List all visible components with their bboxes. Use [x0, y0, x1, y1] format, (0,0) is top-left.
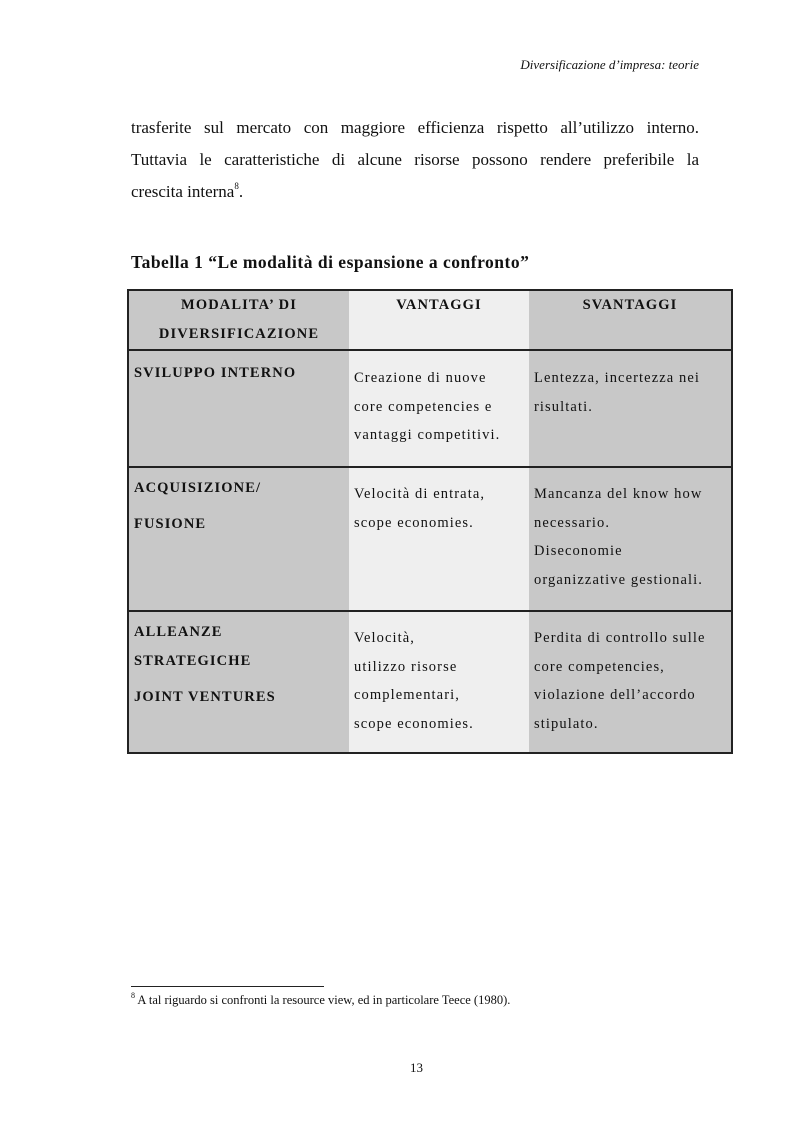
- vantaggi-cell: Creazione di nuove core competencies e vantaggi competitivi.: [349, 350, 529, 467]
- vantaggi-cell: Velocità, utilizzo risorse complementari, scope economies.: [349, 611, 529, 753]
- header-modalita: MODALITA’ DI DIVERSIFICAZIONE: [128, 290, 349, 350]
- svantaggi-cell: Mancanza del know how necessario. Diseconomie organizzative gestionali.: [529, 467, 732, 611]
- body-line-text: crescita interna: [131, 182, 235, 201]
- svantaggi-cell: Lentezza, incertezza nei risultati.: [529, 350, 732, 467]
- table-row: [128, 467, 732, 611]
- footnote-separator: [131, 986, 324, 987]
- vantaggi-cell: Velocità di entrata, scope economies.: [349, 467, 529, 611]
- row-label: ALLEANZE STRATEGICHE JOINT VENTURES: [128, 611, 349, 753]
- header-vantaggi: VANTAGGI: [349, 290, 529, 350]
- table-row: [128, 350, 732, 467]
- svantaggi-cell: Perdita di controllo sulle core competencies, violazione dell’accordo stipulato.: [529, 611, 732, 753]
- body-line-last: crescita interna$^8$.: [131, 181, 244, 201]
- running-header: Diversificazione d’impresa: teorie: [520, 57, 699, 72]
- page-number: 13: [410, 1060, 423, 1075]
- footnote-reference[interactable]: 8: [234, 181, 239, 191]
- row-label: ACQUISIZIONE/ FUSIONE: [128, 467, 349, 611]
- header-svantaggi: SVANTAGGI: [529, 290, 732, 350]
- table-caption: Tabella 1 “Le modalità di espansione a confronto”: [131, 252, 530, 272]
- body-line: Tuttavia le caratteristiche di alcune risorse possono rendere preferibile la: [131, 150, 699, 169]
- table-header-row: [128, 290, 732, 350]
- footnote-text: A tal riguardo si confronti la resource view, ed in particolare Teece (1980).: [135, 993, 511, 1007]
- table-row: [128, 611, 732, 753]
- comparison-table: [127, 289, 733, 754]
- row-label: SVILUPPO INTERNO: [128, 350, 349, 467]
- body-paragraph: [131, 112, 699, 208]
- footnote: [131, 993, 510, 1008]
- body-line: trasferite sul mercato con maggiore efficienza rispetto all’utilizzo interno.: [131, 118, 699, 137]
- footnote-number: 8: [131, 991, 135, 1000]
